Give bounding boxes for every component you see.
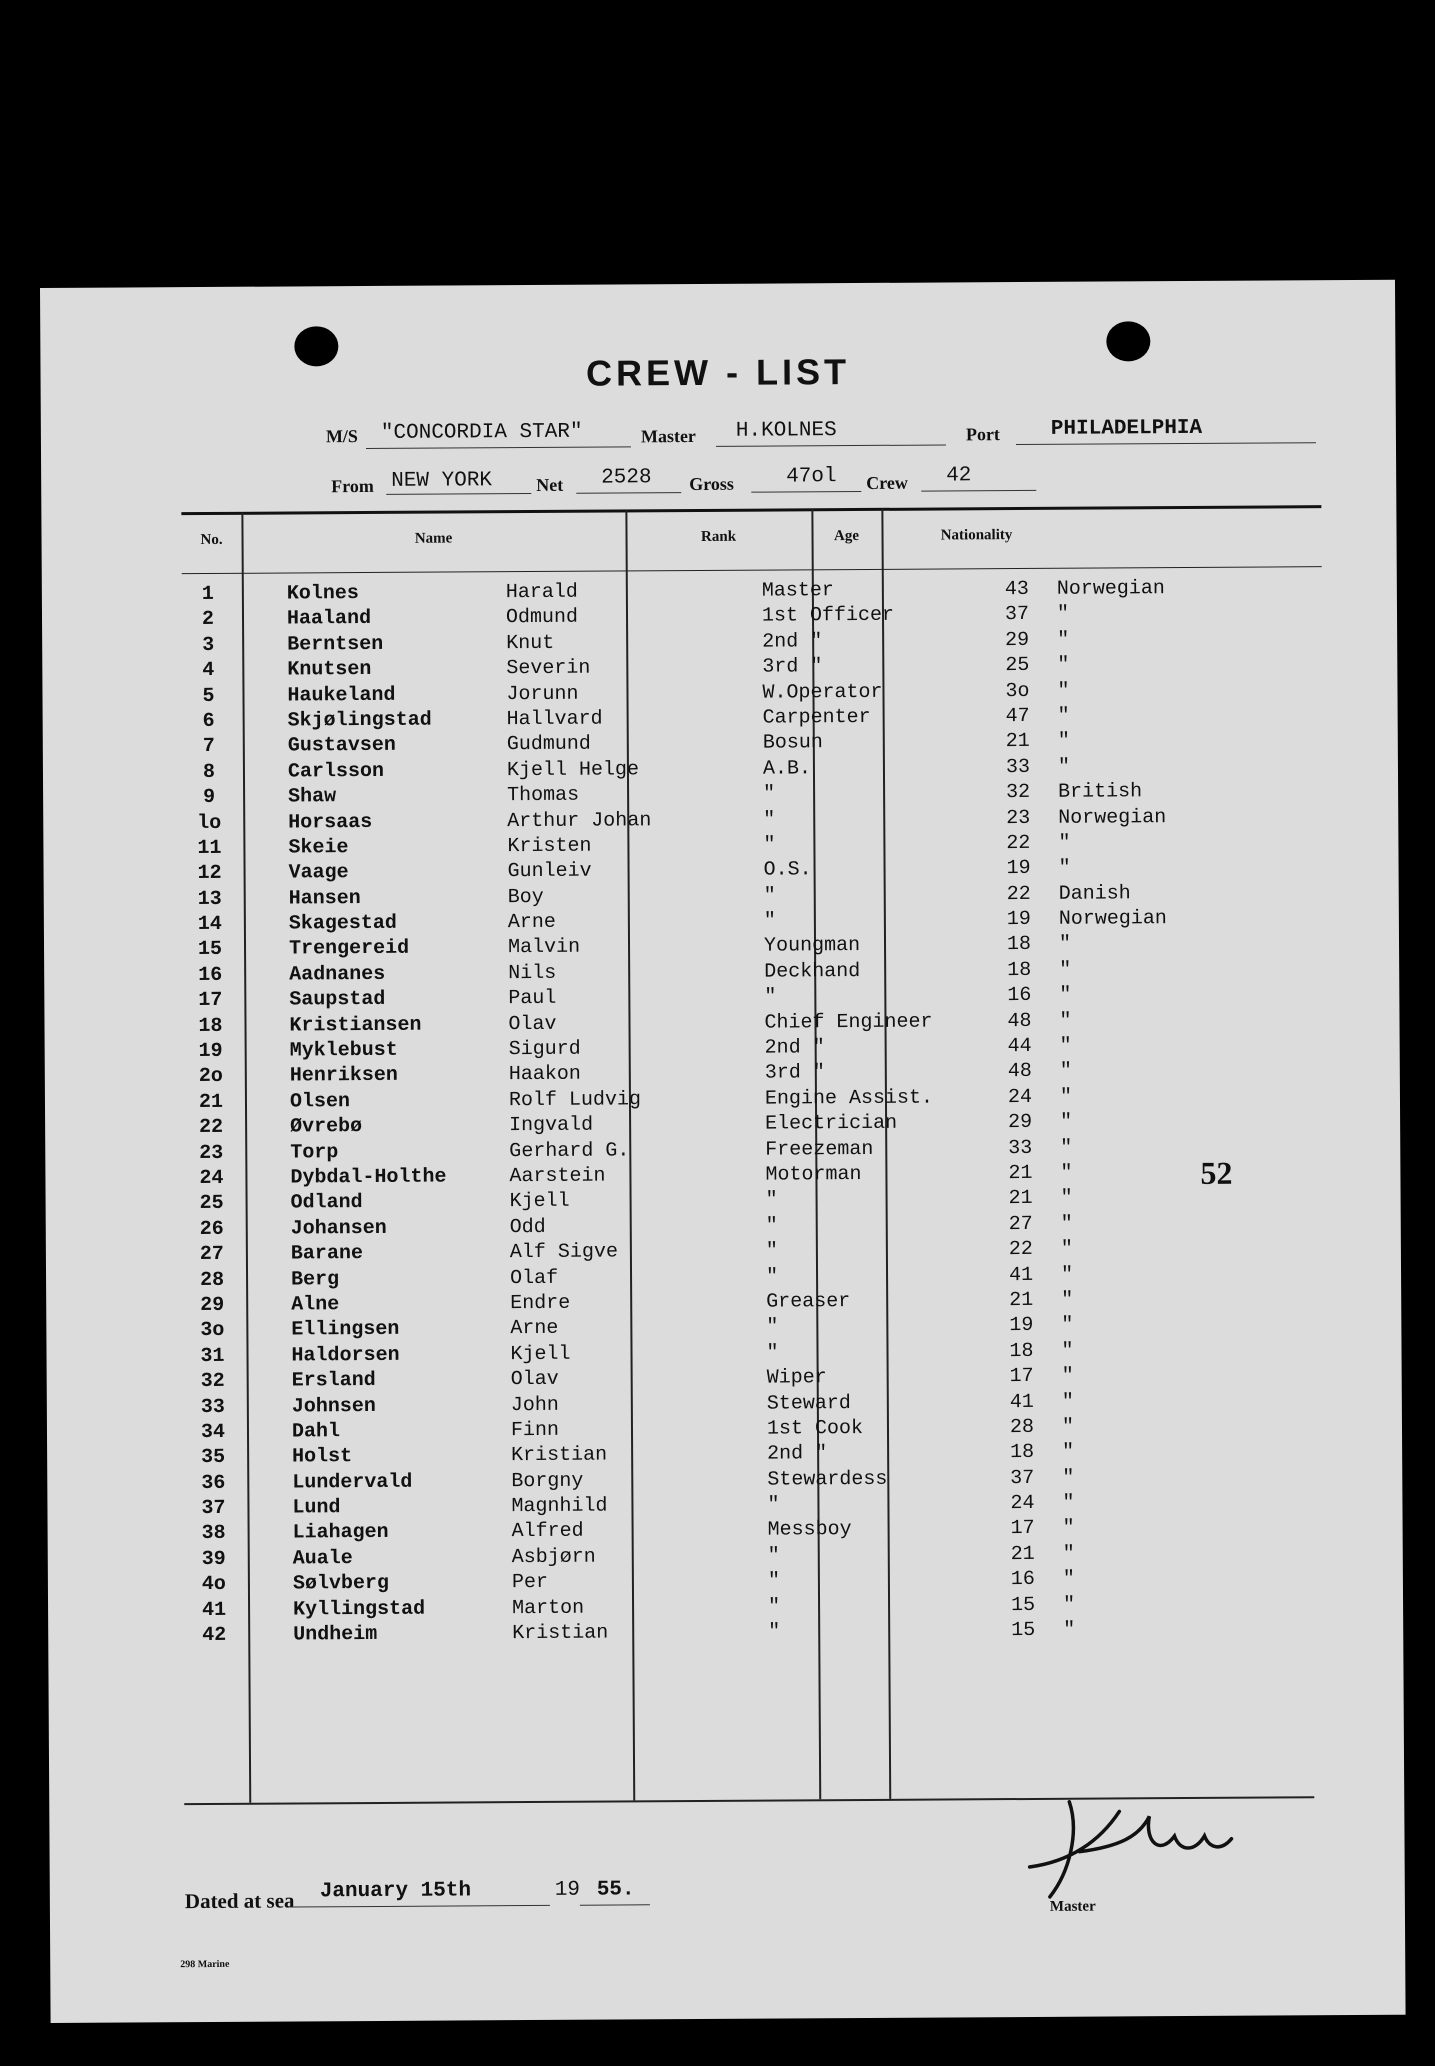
- crew-given-name: Sigurd: [508, 1037, 581, 1062]
- crew-given-name: Jorunn: [506, 682, 579, 706]
- crew-nationality: British: [1058, 780, 1143, 804]
- crew-surname: Hansen: [288, 886, 361, 911]
- crew-age: 24: [1010, 1492, 1035, 1516]
- crew-rank: ": [763, 884, 776, 908]
- crew-surname: Knutsen: [287, 658, 372, 682]
- crew-list-sheet: [40, 280, 1406, 2023]
- crew-count: 42: [946, 464, 972, 488]
- crew-number: 27: [199, 1243, 224, 1267]
- crew-nationality: ": [1062, 1517, 1075, 1541]
- crew-table-body: [42, 575, 1403, 1650]
- crew-given-name: Aarstein: [509, 1164, 606, 1189]
- crew-rank: Electrician: [765, 1111, 898, 1136]
- crew-age: 23: [1006, 806, 1031, 830]
- crew-rank: A.B.: [762, 757, 812, 781]
- crew-number: 33: [200, 1395, 225, 1419]
- crew-surname: Berg: [290, 1267, 340, 1292]
- crew-number: 37: [201, 1496, 226, 1521]
- crew-nationality: ": [1058, 933, 1072, 957]
- crew-rank: Deckhand: [764, 959, 861, 984]
- crew-given-name: Malvin: [507, 936, 581, 960]
- crew-nationality: ": [1057, 704, 1070, 728]
- crew-number: 6: [202, 709, 215, 733]
- crew-surname: Dybdal-Holthe: [290, 1165, 447, 1190]
- crew-given-name: Nils: [508, 961, 557, 986]
- crew-given-name: Gudmund: [506, 732, 591, 757]
- crew-age: 22: [1006, 831, 1031, 856]
- crew-nationality: ": [1058, 831, 1071, 855]
- crew-given-name: Odmund: [505, 606, 579, 630]
- crew-nationality: ": [1062, 1440, 1075, 1465]
- crew-given-name: Alfred: [511, 1520, 584, 1544]
- crew-nationality: ": [1061, 1314, 1074, 1338]
- crew-surname: Auale: [292, 1546, 353, 1571]
- crew-given-name: Severin: [506, 656, 591, 681]
- crew-rank: 2nd ": [764, 1036, 825, 1060]
- vessel-name: "CONCORDIA STAR": [380, 420, 583, 445]
- crew-age: 16: [1007, 984, 1032, 1008]
- crew-surname: Kyllingstad: [293, 1597, 426, 1622]
- crew-number: 32: [200, 1370, 225, 1394]
- crew-number: 23: [199, 1141, 224, 1165]
- crew-given-name: Olav: [508, 1012, 557, 1036]
- column-header-nationality: Nationality: [940, 527, 1013, 544]
- crew-number: 36: [201, 1471, 226, 1495]
- crew-surname: Skeie: [288, 836, 349, 860]
- crew-age: 18: [1010, 1441, 1035, 1465]
- crew-nationality: ": [1063, 1618, 1076, 1642]
- crew-given-name: Olav: [510, 1367, 559, 1392]
- crew-given-name: Rolf Ludvig: [508, 1088, 642, 1112]
- crew-number: 15: [197, 938, 223, 962]
- crew-given-name: Endre: [510, 1291, 571, 1316]
- crew-number: 35: [201, 1446, 226, 1470]
- crew-number: 25: [199, 1192, 224, 1216]
- crew-nationality: ": [1057, 679, 1070, 703]
- crew-age: 25: [1005, 654, 1030, 678]
- table-top-rule: [181, 505, 1321, 515]
- crew-surname: Vaage: [288, 861, 349, 885]
- crew-age: 43: [1004, 577, 1029, 602]
- crew-given-name: Thomas: [507, 783, 580, 808]
- crew-age: 41: [1008, 1263, 1034, 1287]
- crew-number: 4o: [201, 1573, 226, 1597]
- crew-age: 22: [1008, 1238, 1033, 1262]
- master-name: H.KOLNES: [735, 419, 837, 443]
- crew-nationality: ": [1061, 1364, 1074, 1388]
- crew-rank: ": [766, 1315, 779, 1339]
- crew-age: 18: [1006, 933, 1032, 957]
- crew-number: 9: [203, 786, 216, 810]
- column-header-name: Name: [414, 530, 453, 547]
- crew-surname: Haaland: [286, 607, 372, 631]
- crew-label: Crew: [866, 472, 908, 493]
- crew-surname: Johnsen: [291, 1394, 376, 1418]
- crew-nationality: ": [1060, 1187, 1073, 1211]
- year-value: 55.: [596, 1878, 635, 1902]
- crew-surname: Alne: [291, 1293, 340, 1317]
- crew-nationality: ": [1062, 1542, 1075, 1566]
- crew-nationality: ": [1057, 628, 1070, 652]
- crew-nationality: ": [1059, 1060, 1072, 1084]
- crew-rank: Steward: [766, 1391, 851, 1416]
- crew-rank: Stewardess: [767, 1467, 888, 1492]
- crew-age: 19: [1006, 857, 1031, 881]
- port-label: Port: [965, 424, 1000, 445]
- crew-age: 27: [1008, 1212, 1033, 1236]
- crew-age: 18: [1009, 1339, 1034, 1363]
- crew-rank: Chief Engineer: [764, 1010, 933, 1035]
- crew-given-name: Arne: [510, 1317, 559, 1341]
- crew-number: 14: [197, 912, 222, 937]
- crew-rank: Youngman: [763, 934, 861, 959]
- crew-nationality: ": [1060, 1110, 1073, 1134]
- crew-age: 21: [1008, 1187, 1033, 1211]
- crew-nationality: ": [1059, 1009, 1072, 1033]
- crew-given-name: Asbjørn: [511, 1545, 596, 1569]
- crew-rank: ": [767, 1595, 781, 1619]
- crew-given-name: Paul: [508, 987, 557, 1011]
- crew-rank: ": [765, 1214, 778, 1238]
- crew-nationality: Norwegian: [1058, 907, 1167, 931]
- crew-nationality: ": [1057, 755, 1071, 779]
- dated-date: January 15th: [319, 1879, 472, 1904]
- crew-nationality: ": [1056, 603, 1070, 627]
- crew-age: 28: [1009, 1415, 1035, 1439]
- crew-number: 12: [197, 862, 222, 886]
- crew-surname: Olsen: [289, 1089, 351, 1114]
- crew-rank: 3rd ": [764, 1061, 825, 1086]
- crew-number: 11: [197, 836, 222, 860]
- crew-rank: ": [764, 985, 777, 1009]
- from-label: From: [331, 475, 374, 497]
- crew-age: 21: [1010, 1542, 1035, 1566]
- crew-nationality: ": [1060, 1237, 1073, 1261]
- crew-number: 41: [201, 1598, 227, 1622]
- crew-age: 29: [1008, 1111, 1033, 1135]
- crew-surname: Undheim: [293, 1622, 378, 1647]
- crew-nationality: ": [1062, 1593, 1076, 1617]
- crew-given-name: Borgny: [511, 1469, 584, 1493]
- crew-rank: Bosun: [762, 731, 823, 755]
- crew-age: 48: [1007, 1060, 1032, 1084]
- page-title: CREW - LIST: [585, 351, 851, 394]
- net-label: Net: [536, 474, 564, 495]
- crew-given-name: John: [510, 1393, 559, 1417]
- crew-surname: Saupstad: [289, 988, 386, 1012]
- crew-nationality: ": [1060, 1263, 1074, 1287]
- crew-number: 22: [199, 1116, 224, 1140]
- crew-age: 29: [1005, 628, 1030, 652]
- crew-rank: ": [766, 1341, 779, 1365]
- crew-age: 16: [1010, 1568, 1035, 1592]
- crew-number: 31: [200, 1344, 225, 1368]
- crew-given-name: Kristen: [507, 834, 592, 859]
- crew-nationality: ": [1059, 983, 1072, 1008]
- crew-rank: Carpenter: [762, 705, 871, 730]
- crew-given-name: Haakon: [508, 1063, 581, 1087]
- crew-number: 8: [202, 760, 216, 784]
- master-label: Master: [640, 425, 696, 447]
- crew-given-name: Kjell: [510, 1342, 571, 1366]
- crew-nationality: ": [1057, 730, 1070, 754]
- crew-rank: ": [765, 1239, 778, 1263]
- crew-age: 37: [1010, 1466, 1035, 1490]
- crew-age: 24: [1007, 1085, 1033, 1109]
- crew-surname: Johansen: [290, 1216, 387, 1241]
- crew-nationality: ": [1061, 1288, 1074, 1312]
- crew-number: 5: [202, 684, 215, 708]
- crew-number: 13: [197, 887, 222, 911]
- crew-rank: Greaser: [766, 1290, 851, 1314]
- crew-number: 34: [200, 1420, 226, 1444]
- crew-given-name: Kjell Helge: [506, 758, 640, 782]
- crew-age: 19: [1009, 1314, 1034, 1338]
- crew-rank: ": [763, 909, 776, 933]
- crew-rank: Wiper: [766, 1366, 827, 1390]
- crew-rank: ": [765, 1188, 778, 1212]
- master-signature-icon: [1009, 1781, 1240, 1902]
- crew-age: 41: [1009, 1390, 1034, 1414]
- crew-number: 39: [201, 1547, 226, 1571]
- crew-rank: O.S.: [763, 858, 812, 882]
- crew-surname: Horsaas: [288, 810, 373, 835]
- crew-age: 15: [1011, 1618, 1036, 1643]
- crew-nationality: ": [1059, 958, 1072, 982]
- crew-rank: Motorman: [765, 1162, 862, 1187]
- crew-surname: Gustavsen: [287, 734, 396, 758]
- crew-surname: Lund: [292, 1496, 341, 1520]
- column-header-age: Age: [833, 528, 860, 545]
- port-name: PHILADELPHIA: [1050, 416, 1203, 441]
- crew-number: 3o: [200, 1319, 225, 1343]
- crew-nationality: ": [1059, 1034, 1072, 1058]
- crew-rank: Messboy: [767, 1518, 852, 1543]
- crew-surname: Haukeland: [287, 683, 396, 708]
- crew-rank: ": [765, 1265, 779, 1289]
- column-header-no: No.: [200, 531, 223, 549]
- crew-surname: Sølvberg: [292, 1572, 390, 1596]
- crew-surname: Torp: [290, 1140, 339, 1165]
- crew-surname: Ellingsen: [291, 1318, 400, 1342]
- crew-age: 47: [1005, 704, 1030, 729]
- crew-given-name: Finn: [510, 1418, 560, 1443]
- column-header-rank: Rank: [700, 528, 737, 545]
- crew-age: 37: [1004, 603, 1030, 627]
- crew-rank: Master: [761, 579, 834, 603]
- crew-rank: 1st Cook: [766, 1416, 864, 1441]
- crew-nationality: ": [1059, 1085, 1073, 1109]
- crew-number: lo: [197, 811, 222, 835]
- crew-number: 38: [201, 1522, 226, 1546]
- crew-surname: Haldorsen: [291, 1343, 400, 1368]
- crew-given-name: Boy: [507, 885, 544, 909]
- crew-surname: Berntsen: [287, 632, 384, 657]
- crew-number: 21: [198, 1090, 224, 1114]
- crew-number: 7: [202, 735, 215, 759]
- gross-tonnage: 47ol: [786, 465, 837, 489]
- crew-rank: 2nd ": [767, 1442, 828, 1466]
- crew-surname: Dahl: [291, 1420, 341, 1444]
- crew-age: 21: [1005, 730, 1030, 754]
- crew-age: 48: [1007, 1009, 1032, 1033]
- crew-given-name: Kristian: [511, 1443, 608, 1468]
- crew-nationality: ": [1060, 1136, 1073, 1160]
- net-tonnage: 2528: [601, 466, 652, 490]
- crew-rank: 2nd ": [762, 630, 823, 654]
- crew-age: 33: [1005, 755, 1031, 779]
- crew-nationality: Norwegian: [1056, 577, 1165, 601]
- crew-given-name: Gerhard G.: [509, 1139, 630, 1163]
- crew-rank: ": [767, 1569, 780, 1593]
- crew-given-name: Hallvard: [506, 707, 603, 732]
- crew-given-name: Kristian: [512, 1621, 609, 1646]
- crew-age: 19: [1006, 908, 1031, 932]
- crew-given-name: Odd: [509, 1215, 546, 1239]
- crew-surname: Skagestad: [288, 911, 397, 936]
- crew-rank: 1st Officer: [761, 604, 895, 628]
- dated-label: Dated at sea: [184, 1888, 295, 1914]
- crew-number: 17: [198, 989, 223, 1013]
- crew-surname: Holst: [292, 1445, 353, 1469]
- crew-age: 15: [1010, 1593, 1036, 1617]
- crew-age: 18: [1007, 958, 1032, 982]
- crew-rank: ": [763, 782, 776, 806]
- crew-age: 21: [1008, 1161, 1033, 1186]
- crew-given-name: Marton: [512, 1596, 585, 1620]
- year-prefix: 19: [554, 1878, 581, 1902]
- crew-rank: W.Operator: [762, 680, 883, 705]
- crew-rank: Freezeman: [765, 1137, 874, 1162]
- gross-label: Gross: [689, 473, 734, 495]
- crew-number: 42: [202, 1623, 227, 1648]
- crew-rank: ": [763, 833, 776, 857]
- crew-surname: Aadnanes: [289, 962, 386, 987]
- crew-age: 21: [1009, 1288, 1034, 1313]
- crew-nationality: ": [1061, 1390, 1074, 1414]
- crew-age: 32: [1006, 781, 1031, 805]
- crew-number: 16: [198, 963, 223, 987]
- crew-age: 17: [1010, 1517, 1035, 1541]
- crew-nationality: ": [1062, 1466, 1075, 1490]
- crew-surname: Odland: [290, 1191, 363, 1215]
- crew-rank: ": [767, 1493, 780, 1517]
- crew-number: 2: [201, 608, 215, 632]
- crew-given-name: Olaf: [509, 1266, 559, 1290]
- crew-nationality: ": [1057, 653, 1070, 677]
- crew-rank: ": [763, 808, 776, 832]
- crew-number: 24: [199, 1166, 224, 1191]
- crew-age: 17: [1009, 1365, 1034, 1389]
- crew-given-name: Ingvald: [509, 1113, 594, 1138]
- crew-number: 26: [199, 1217, 224, 1241]
- crew-nationality: ": [1060, 1161, 1073, 1185]
- crew-nationality: ": [1062, 1567, 1075, 1592]
- crew-given-name: Harald: [505, 580, 578, 605]
- crew-number: 19: [198, 1039, 223, 1064]
- crew-given-name: Arne: [507, 910, 556, 935]
- crew-surname: Barane: [290, 1242, 363, 1266]
- crew-given-name: Knut: [506, 631, 555, 655]
- crew-number: 29: [200, 1293, 225, 1317]
- crew-age: 33: [1008, 1136, 1033, 1160]
- crew-nationality: ": [1060, 1212, 1073, 1236]
- crew-rank: ": [768, 1620, 781, 1644]
- crew-number: 1: [201, 582, 214, 607]
- crew-nationality: ": [1058, 857, 1071, 881]
- crew-number: 3: [202, 633, 215, 657]
- crew-rank: ": [767, 1544, 780, 1568]
- crew-nationality: Norwegian: [1058, 805, 1167, 830]
- crew-given-name: Per: [511, 1571, 549, 1595]
- crew-number: 4: [202, 659, 215, 683]
- crew-number: 2o: [198, 1065, 223, 1089]
- crew-age: 22: [1006, 882, 1031, 906]
- crew-surname: Kolnes: [286, 582, 359, 606]
- crew-nationality: ": [1061, 1339, 1074, 1363]
- vessel-prefix: M/S: [325, 426, 358, 447]
- crew-surname: Lundervald: [292, 1470, 413, 1495]
- crew-age: 44: [1007, 1034, 1032, 1059]
- form-number: 298 Marine: [180, 1958, 230, 1971]
- crew-surname: Myklebust: [289, 1038, 398, 1063]
- crew-surname: Ersland: [291, 1369, 376, 1393]
- margin-note: 52: [1200, 1154, 1233, 1191]
- master-signature-label: Master: [1049, 1898, 1096, 1915]
- crew-number: 28: [199, 1268, 225, 1292]
- crew-rank: Engine Assist.: [764, 1086, 934, 1111]
- crew-surname: Øvrebø: [290, 1115, 363, 1139]
- crew-age: 3o: [1005, 679, 1030, 703]
- from-port: NEW YORK: [391, 469, 493, 493]
- crew-nationality: ": [1061, 1415, 1075, 1439]
- crew-given-name: Arthur Johan: [507, 808, 652, 833]
- crew-rank: 3rd ": [762, 655, 823, 679]
- crew-given-name: Alf Sigve: [509, 1240, 619, 1265]
- crew-surname: Skjølingstad: [287, 708, 432, 733]
- crew-nationality: Danish: [1058, 882, 1131, 906]
- crew-given-name: Magnhild: [511, 1494, 608, 1519]
- table-header-rule: [182, 566, 1322, 574]
- crew-number: 18: [198, 1014, 223, 1038]
- crew-given-name: Gunleiv: [507, 859, 592, 884]
- crew-given-name: Kjell: [509, 1190, 570, 1214]
- crew-surname: Kristiansen: [289, 1013, 422, 1038]
- crew-surname: Trengereid: [288, 937, 410, 961]
- crew-surname: Liahagen: [292, 1521, 389, 1545]
- crew-surname: Henriksen: [289, 1064, 398, 1088]
- crew-nationality: ": [1062, 1491, 1075, 1515]
- crew-surname: Carlsson: [287, 759, 385, 784]
- crew-surname: Shaw: [288, 785, 337, 809]
